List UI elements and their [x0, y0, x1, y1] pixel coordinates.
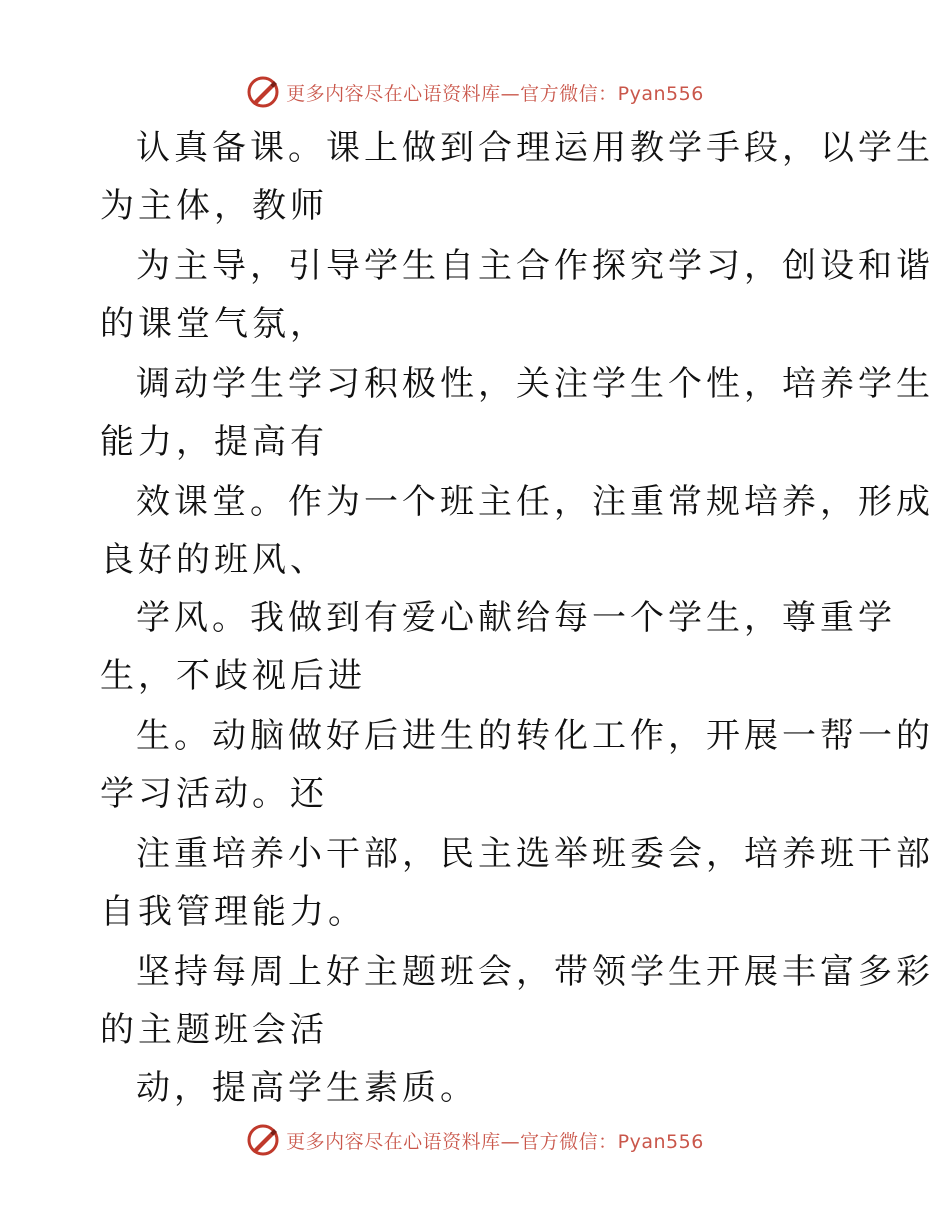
text-line: 学风。我做到有爱心献给每一个学生，尊重学 [136, 598, 896, 638]
text-line: 学习活动。还 [100, 774, 328, 814]
text-line: 的主题班会活 [100, 1010, 328, 1050]
footer-watermark [0, 1120, 950, 1160]
text-line: 坚持每周上好主题班会，带领学生开展丰富多彩 [136, 952, 934, 992]
text-line: 能力，提高有 [100, 422, 328, 462]
text-line: 生。动脑做好后进生的转化工作，开展一帮一的 [136, 716, 934, 756]
text-line: 调动学生学习积极性，关注学生个性，培养学生 [136, 364, 934, 404]
text-line: 的课堂气氛， [100, 304, 328, 344]
text-line: 动，提高学生素质。 [136, 1068, 478, 1108]
text-line: 为主导，引导学生自主合作探究学习，创设和谐 [136, 246, 934, 286]
text-line: 良好的班风、 [100, 540, 328, 580]
watermark-text: 更多内容尽在心语资料库—官方微信：Pyan556 [286, 1130, 704, 1153]
text-line: 效课堂。作为一个班主任，注重常规培养，形成 [136, 482, 934, 522]
pen-logo-icon [246, 1123, 280, 1157]
text-line: 认真备课。课上做到合理运用教学手段，以学生 [136, 128, 934, 168]
text-line: 生，不歧视后进 [100, 656, 366, 696]
text-line: 自我管理能力。 [100, 892, 366, 932]
watermark-text: 更多内容尽在心语资料库—官方微信：Pyan556 [286, 82, 704, 105]
text-line: 注重培养小干部，民主选举班委会，培养班干部 [136, 834, 934, 874]
text-line: 为主体，教师 [100, 186, 328, 226]
